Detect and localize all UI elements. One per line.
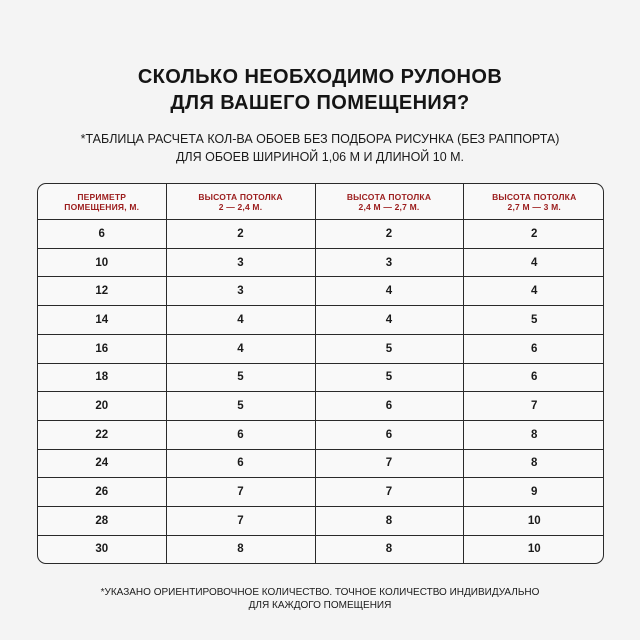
footnote-line-2: ДЛЯ КАЖДОГО ПОМЕЩЕНИЯ — [248, 600, 392, 611]
rolls-cell-height-3: 8 — [463, 449, 604, 478]
table-row — [38, 507, 604, 536]
perimeter-cell: 30 — [38, 535, 166, 563]
table-row — [38, 449, 604, 478]
table-row — [38, 277, 604, 306]
perimeter-cell: 6 — [38, 220, 166, 249]
rolls-cell-height-2: 3 — [315, 248, 463, 277]
title-line-1: СКОЛЬКО НЕОБХОДИМО РУЛОНОВ — [137, 66, 503, 88]
perimeter-cell: 10 — [38, 248, 166, 277]
rolls-cell-height-1: 2 — [166, 220, 315, 249]
rolls-cell-height-1: 5 — [166, 363, 315, 392]
header-height-2-2-4 — [166, 184, 315, 220]
rolls-cell-height-3: 5 — [463, 306, 604, 335]
footnote — [0, 586, 640, 612]
header-height-2-4-2-7 — [315, 184, 463, 220]
rolls-cell-height-1: 3 — [166, 277, 315, 306]
table-row — [38, 220, 604, 249]
rolls-cell-height-1: 6 — [166, 449, 315, 478]
perimeter-cell: 20 — [38, 392, 166, 421]
header-perimeter — [38, 184, 166, 220]
table-header-row — [38, 184, 604, 220]
table-row — [38, 478, 604, 507]
header-line-2: 2,7 М — 3 М. — [507, 201, 561, 212]
header-line-2: ПОМЕЩЕНИЯ, М. — [64, 201, 140, 212]
rolls-cell-height-1: 4 — [166, 306, 315, 335]
wallpaper-calculation-table — [37, 183, 604, 564]
rolls-cell-height-1: 7 — [166, 507, 315, 536]
perimeter-cell: 22 — [38, 420, 166, 449]
rolls-cell-height-3: 10 — [463, 507, 604, 536]
header-line-1: ВЫСОТА ПОТОЛКА — [198, 191, 283, 202]
perimeter-cell: 16 — [38, 334, 166, 363]
rolls-cell-height-2: 7 — [315, 478, 463, 507]
rolls-cell-height-3: 8 — [463, 420, 604, 449]
rolls-cell-height-3: 6 — [463, 363, 604, 392]
header-height-2-7-3 — [463, 184, 604, 220]
perimeter-cell: 26 — [38, 478, 166, 507]
rolls-cell-height-2: 2 — [315, 220, 463, 249]
rolls-cell-height-2: 6 — [315, 392, 463, 421]
rolls-cell-height-3: 2 — [463, 220, 604, 249]
rolls-cell-height-3: 6 — [463, 334, 604, 363]
footnote-line-1: *УКАЗАНО ОРИЕНТИРОВОЧНОЕ КОЛИЧЕСТВО. ТОЧНОЕ КОЛИЧЕСТВО ИНДИВИДУАЛЬНО — [100, 587, 540, 598]
header-line-1: ПЕРИМЕТР — [77, 191, 127, 202]
rolls-cell-height-1: 7 — [166, 478, 315, 507]
rolls-cell-height-2: 5 — [315, 334, 463, 363]
rolls-cell-height-1: 6 — [166, 420, 315, 449]
table-row — [38, 420, 604, 449]
perimeter-cell: 18 — [38, 363, 166, 392]
rolls-cell-height-2: 7 — [315, 449, 463, 478]
rolls-cell-height-3: 9 — [463, 478, 604, 507]
rolls-cell-height-2: 4 — [315, 277, 463, 306]
header-line-1: ВЫСОТА ПОТОЛКА — [346, 191, 432, 202]
table-row — [38, 392, 604, 421]
rolls-table — [38, 184, 604, 563]
table-row — [38, 363, 604, 392]
table-row — [38, 334, 604, 363]
header-line-1: ВЫСОТА ПОТОЛКА — [492, 191, 577, 202]
title-line-2: ДЛЯ ВАШЕГО ПОМЕЩЕНИЯ? — [170, 92, 470, 114]
table-row — [38, 248, 604, 277]
header-line-2: 2 — 2,4 М. — [218, 201, 263, 212]
perimeter-cell: 24 — [38, 449, 166, 478]
rolls-cell-height-1: 4 — [166, 334, 315, 363]
rolls-cell-height-2: 8 — [315, 535, 463, 563]
perimeter-cell: 28 — [38, 507, 166, 536]
table-row — [38, 306, 604, 335]
rolls-cell-height-2: 8 — [315, 507, 463, 536]
perimeter-cell: 12 — [38, 277, 166, 306]
rolls-cell-height-3: 4 — [463, 248, 604, 277]
table-row — [38, 535, 604, 563]
header-line-2: 2,4 М — 2,7 М. — [358, 201, 420, 212]
rolls-cell-height-3: 4 — [463, 277, 604, 306]
perimeter-cell: 14 — [38, 306, 166, 335]
rolls-cell-height-3: 10 — [527, 543, 541, 556]
page-title — [0, 64, 640, 116]
rolls-cell-height-1: 5 — [166, 392, 315, 421]
rolls-cell-height-1: 3 — [166, 248, 315, 277]
rolls-cell-height-1: 8 — [166, 535, 315, 563]
subtitle-line-1: *ТАБЛИЦА РАСЧЕТА КОЛ-ВА ОБОЕВ БЕЗ ПОДБОРА РИСУНКА (БЕЗ РАППОРТА) — [80, 132, 560, 146]
rolls-cell-height-2: 4 — [315, 306, 463, 335]
table-description — [0, 130, 640, 166]
rolls-cell-height-2: 5 — [315, 363, 463, 392]
subtitle-line-2: ДЛЯ ОБОЕВ ШИРИНОЙ 1,06 М И ДЛИНОЙ 10 М. — [175, 150, 465, 164]
rolls-cell-height-2: 6 — [315, 420, 463, 449]
table-body — [38, 220, 604, 564]
rolls-cell-height-3: 7 — [463, 392, 604, 421]
